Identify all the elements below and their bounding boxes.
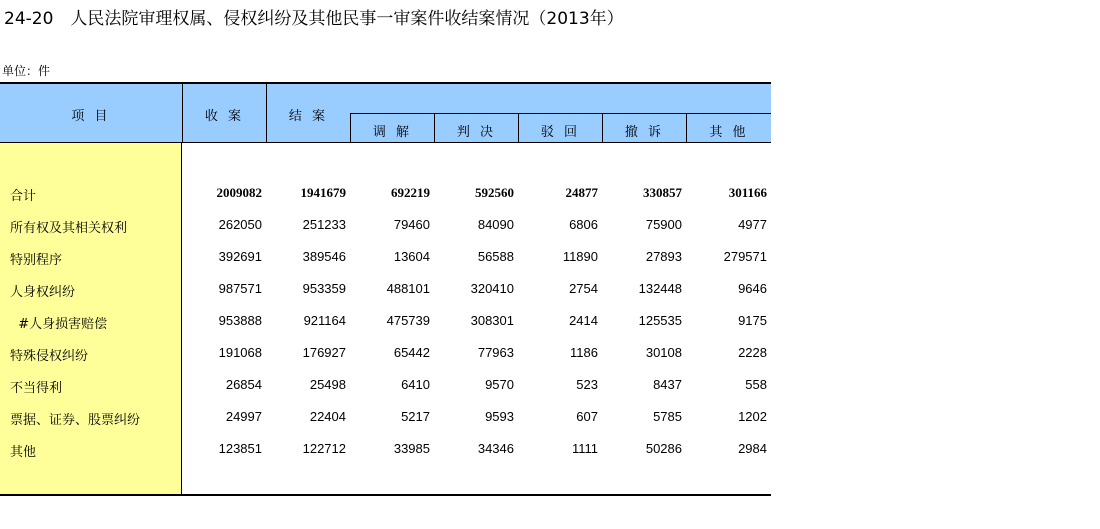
unit-label: 单位：件 (2, 64, 51, 78)
table-cell: 558 (745, 377, 767, 392)
table-cell: 607 (576, 409, 598, 424)
table-cell: 30108 (645, 345, 682, 360)
table-cell: 1111 (571, 441, 598, 456)
row-label: 不当得利 (10, 381, 63, 396)
row-label: #人身损害赔偿 (10, 317, 108, 332)
table-cell: 2414 (569, 313, 598, 328)
table-cell: 692219 (391, 185, 430, 200)
table-cell: 50286 (645, 441, 682, 456)
header-judgment: 判 决 (456, 125, 497, 140)
page-title: 24-20 人民法院审理权属、侵权纠纷及其他民事一审案件收结案情况（2013年） (4, 9, 624, 29)
table-cell: 475739 (386, 313, 430, 328)
row-label: 特别程序 (10, 253, 63, 268)
table-cell: 22404 (309, 409, 346, 424)
row-label: 票据、证券、股票纠纷 (10, 413, 141, 428)
table-cell: 56588 (477, 249, 514, 264)
table-cell: 6806 (569, 217, 598, 232)
table-cell: 122712 (302, 441, 346, 456)
table-cell: 1186 (570, 345, 598, 360)
row-label: 其他 (10, 445, 37, 460)
row-label: 合计 (10, 189, 37, 204)
table-cell: 84090 (477, 217, 514, 232)
table-cell: 330857 (643, 185, 682, 200)
table-cell: 921164 (303, 313, 346, 328)
table-cell: 123851 (218, 441, 262, 456)
table-cell: 8437 (653, 377, 682, 392)
table-cell: 13604 (393, 249, 430, 264)
table-cell: 79460 (393, 217, 430, 232)
table-cell: 176927 (302, 345, 346, 360)
table-cell: 2228 (738, 345, 767, 360)
header-received: 收 案 (204, 109, 245, 124)
table-cell: 9646 (738, 281, 767, 296)
row-label: 人身权纠纷 (10, 285, 76, 300)
data-table (0, 82, 771, 496)
table-cell: 77963 (477, 345, 514, 360)
header-mediation: 调 解 (372, 125, 413, 140)
table-cell: 4977 (738, 217, 767, 232)
table-cell: 9593 (485, 409, 514, 424)
table-cell: 953888 (218, 313, 262, 328)
table-cell: 320410 (470, 281, 514, 296)
table-cell: 389546 (302, 249, 346, 264)
table-cell: 191068 (218, 345, 262, 360)
table-cell: 308301 (470, 313, 514, 328)
row-label: 特殊侵权纠纷 (10, 349, 89, 364)
table-cell: 25498 (309, 377, 346, 392)
table-cell: 262050 (218, 217, 262, 232)
table-bottom-rule (0, 494, 771, 496)
table-cell: 132448 (638, 281, 682, 296)
table-cell: 24997 (225, 409, 262, 424)
table-cell: 6410 (401, 377, 430, 392)
table-cell: 24877 (565, 185, 598, 200)
header-withdrawn: 撤 诉 (624, 125, 665, 140)
table-cell: 953359 (302, 281, 346, 296)
table-cell: 75900 (645, 217, 682, 232)
table-cell: 33985 (393, 441, 430, 456)
row-label: 所有权及其相关权利 (10, 221, 128, 236)
table-cell: 9175 (738, 313, 767, 328)
table-cell: 26854 (225, 377, 262, 392)
table-cell: 523 (576, 377, 598, 392)
table-cell: 301166 (728, 185, 767, 200)
table-cell: 2984 (738, 441, 767, 456)
table-cell: 251233 (302, 217, 346, 232)
table-cell: 125535 (638, 313, 682, 328)
header-dismissed: 驳 回 (540, 125, 581, 140)
table-cell: 11890 (562, 249, 598, 264)
header-other: 其 他 (709, 125, 749, 140)
table-cell: 392691 (218, 249, 262, 264)
table-cell: 34346 (477, 441, 514, 456)
table-cell: 987571 (218, 281, 262, 296)
table-cell: 2009082 (216, 185, 262, 200)
table-cell: 2754 (569, 281, 598, 296)
table-cell: 5217 (401, 409, 430, 424)
table-cell: 9570 (485, 377, 514, 392)
table-cell: 1941679 (300, 185, 346, 200)
table-cell: 279571 (723, 249, 767, 264)
table-cell: 592560 (475, 185, 514, 200)
header-item: 项 目 (71, 109, 111, 124)
header-closed: 结 案 (288, 109, 329, 124)
table-cell: 65442 (393, 345, 430, 360)
table-cell: 488101 (386, 281, 430, 296)
table-cell: 1202 (738, 409, 767, 424)
table-cell: 27893 (645, 249, 682, 264)
table-cell: 5785 (653, 409, 682, 424)
